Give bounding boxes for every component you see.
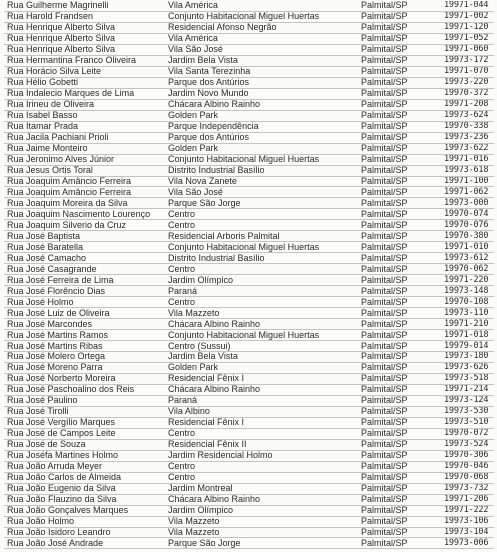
table-row [4,297,494,308]
street-cell: Rua Jacila Pachiani Prioli [4,132,166,143]
city-cell: Palmital/SP [359,461,442,472]
neighborhood-cell: Vila América [166,1,359,11]
table-row [4,132,494,143]
postcode-cell: 19971-062 [442,187,494,198]
neighborhood-cell: Parque São Jorge [166,198,359,209]
neighborhood-cell: Residencial Arboris Palmital [166,231,359,242]
postcode-cell: 19970-068 [442,472,494,483]
city-cell: Palmital/SP [359,308,442,319]
street-cell: Rua João Eugenio da Silva [4,483,166,494]
neighborhood-cell: Residencial Fênix I [166,417,359,428]
street-cell: Rua José Molero Ortega [4,352,166,363]
city-cell: Palmital/SP [359,253,442,264]
table-row [4,33,494,44]
postcode-cell: 19973-236 [442,132,494,143]
postcode-cell: 19971-210 [442,319,494,330]
neighborhood-cell: Vila Mazzeto [166,516,359,527]
neighborhood-cell: Centro [166,428,359,439]
table-row [4,494,494,505]
neighborhood-cell: Chácara Albino Rainho [166,494,359,505]
neighborhood-cell: Centro [166,264,359,275]
postcode-cell: 19971-060 [442,44,494,55]
table-row [4,406,494,417]
table-row [4,516,494,527]
street-cell: Rua Henrique Alberto Silva [4,33,166,44]
postcode-cell: 19973-510 [442,417,494,428]
postcode-cell: 19973-612 [442,253,494,264]
table-row [4,395,494,406]
table-row [4,44,494,55]
city-cell: Palmital/SP [359,384,442,395]
city-cell: Palmital/SP [359,275,442,286]
city-cell: Palmital/SP [359,88,442,99]
table-row [4,527,494,538]
street-cell: Rua João Carlos de Almeida [4,472,166,483]
neighborhood-cell: Residencial Fênix II [166,439,359,450]
street-cell: Rua Harold Frandsen [4,11,166,22]
table-row [4,110,494,121]
table-row [4,384,494,395]
street-cell: Rua José de Campos Leite [4,428,166,439]
city-cell: Palmital/SP [359,428,442,439]
neighborhood-cell: Jardim Olímpico [166,275,359,286]
neighborhood-cell: Residencial Fênix I [166,373,359,384]
postcode-cell: 19971-100 [442,176,494,187]
city-cell: Palmital/SP [359,154,442,165]
neighborhood-cell: Chácara Albino Rainho [166,319,359,330]
neighborhood-cell: Parque dos Antúrios [166,132,359,143]
table-row [4,77,494,88]
city-cell: Palmital/SP [359,450,442,461]
city-cell: Palmital/SP [359,44,442,55]
postcode-cell: 19971-018 [442,330,494,341]
street-cell: Rua Henrique Alberto Silva [4,22,166,33]
city-cell: Palmital/SP [359,220,442,231]
city-cell: Palmital/SP [359,417,442,428]
street-cell: Rua José Marcondes [4,319,166,330]
postcode-cell: 19970-076 [442,220,494,231]
postcode-cell: 19973-220 [442,77,494,88]
street-cell: Rua Joaquim Silverio da Cruz [4,220,166,231]
postcode-cell: 19973-000 [442,198,494,209]
table-row [4,66,494,77]
city-cell: Palmital/SP [359,264,442,275]
postcode-cell: 19973-172 [442,55,494,66]
street-cell: Rua Joaquim Moreira da Silva [4,198,166,209]
street-cell: Rua José Casagrande [4,264,166,275]
neighborhood-cell: Vila São José [166,44,359,55]
city-cell: Palmital/SP [359,231,442,242]
city-cell: Palmital/SP [359,110,442,121]
postcode-cell: 19970-046 [442,461,494,472]
street-cell: Rua José Vergílio Marques [4,417,166,428]
city-cell: Palmital/SP [359,341,442,352]
street-cell: Rua João Flauzino da Silva [4,494,166,505]
table-row [4,428,494,439]
city-cell: Palmital/SP [359,187,442,198]
street-cell: Rua Hélio Gobetti [4,77,166,88]
neighborhood-cell: Conjunto Habitacional Miguel Huertas [166,242,359,253]
table-row [4,99,494,110]
street-cell: Rua Joaquim Amâncio Ferreira [4,176,166,187]
address-table [4,1,494,549]
street-cell: Rua José Paschoalino dos Reis [4,384,166,395]
postcode-cell: 19971-208 [442,99,494,110]
postcode-cell: 19973-106 [442,516,494,527]
street-cell: Rua José Baratella [4,242,166,253]
street-cell: Rua Hermantina Franco Oliveira [4,55,166,66]
postcode-cell: 19973-524 [442,439,494,450]
street-cell: Rua Joaquim Amâncio Ferreira [4,187,166,198]
neighborhood-cell: Conjunto Habitacional Miguel Huertas [166,154,359,165]
postcode-cell: 19971-044 [442,1,494,11]
postcode-cell: 19973-622 [442,143,494,154]
street-cell: Rua Henrique Alberto Silva [4,44,166,55]
neighborhood-cell: Paraná [166,395,359,406]
neighborhood-cell: Vila Santa Terezinha [166,66,359,77]
table-row [4,187,494,198]
street-cell: Rua José Tirolli [4,406,166,417]
neighborhood-cell: Jardim Montreal [166,483,359,494]
postcode-cell: 19973-006 [442,538,494,549]
postcode-cell: 19971-120 [442,22,494,33]
postcode-cell: 19971-214 [442,384,494,395]
postcode-cell: 19973-618 [442,165,494,176]
city-cell: Palmital/SP [359,373,442,384]
city-cell: Palmital/SP [359,198,442,209]
address-rows [4,1,494,549]
city-cell: Palmital/SP [359,319,442,330]
table-row [4,198,494,209]
street-cell: Rua José de Souza [4,439,166,450]
city-cell: Palmital/SP [359,132,442,143]
street-cell: Rua Jesus Ortis Toral [4,165,166,176]
neighborhood-cell: Conjunto Habitacional Miguel Huertas [166,11,359,22]
postcode-cell: 19970-338 [442,121,494,132]
street-cell: Rua João José Andrade [4,538,166,549]
neighborhood-cell: Residencial Afonso Negrão [166,22,359,33]
street-cell: Rua José Holmo [4,297,166,308]
neighborhood-cell: Chácara Albino Rainho [166,99,359,110]
table-row [4,275,494,286]
postcode-cell: 19970-074 [442,209,494,220]
neighborhood-cell: Jardim Residencial Holmo [166,450,359,461]
neighborhood-cell: Jardim Bela Vista [166,55,359,66]
postcode-cell: 19973-732 [442,483,494,494]
street-cell: Rua João Arruda Meyer [4,461,166,472]
neighborhood-cell: Vila São José [166,187,359,198]
street-cell: Rua João Isidoro Leandro [4,527,166,538]
street-cell: Rua José Baptista [4,231,166,242]
city-cell: Palmital/SP [359,527,442,538]
city-cell: Palmital/SP [359,242,442,253]
table-row [4,286,494,297]
city-cell: Palmital/SP [359,395,442,406]
postcode-cell: 19973-518 [442,373,494,384]
street-cell: Rua Itamar Prada [4,121,166,132]
street-cell: Rua Isabel Basso [4,110,166,121]
table-row [4,264,494,275]
city-cell: Palmital/SP [359,176,442,187]
street-cell: Rua José Luiz de Oliveira [4,308,166,319]
street-cell: Rua Joséfa Martines Holmo [4,450,166,461]
city-cell: Palmital/SP [359,33,442,44]
postcode-cell: 19973-180 [442,352,494,363]
street-cell: Rua José Paulino [4,395,166,406]
city-cell: Palmital/SP [359,330,442,341]
city-cell: Palmital/SP [359,143,442,154]
table-row [4,209,494,220]
table-row [4,483,494,494]
neighborhood-cell: Vila Nova Zanete [166,176,359,187]
neighborhood-cell: Distrito Industrial Basílio [166,165,359,176]
street-cell: Rua José Florêncio Dias [4,286,166,297]
neighborhood-cell: Vila Mazzeto [166,308,359,319]
street-cell: Rua Indalecio Marques de Lima [4,88,166,99]
street-cell: Rua Guilherme Magrinelli [4,1,166,11]
table-row [4,88,494,99]
table-row [4,220,494,231]
neighborhood-cell: Distrito Industrial Basílio [166,253,359,264]
postcode-cell: 19973-626 [442,362,494,373]
city-cell: Palmital/SP [359,286,442,297]
table-row [4,55,494,66]
table-row [4,154,494,165]
neighborhood-cell: Golden Park [166,362,359,373]
table-row [4,165,494,176]
city-cell: Palmital/SP [359,362,442,373]
city-cell: Palmital/SP [359,1,442,11]
city-cell: Palmital/SP [359,439,442,450]
city-cell: Palmital/SP [359,352,442,363]
street-cell: Rua José Martins Ribas [4,341,166,352]
postcode-cell: 19971-206 [442,494,494,505]
postcode-cell: 19973-530 [442,406,494,417]
table-row [4,231,494,242]
table-row [4,308,494,319]
street-cell: Rua Horácio Silva Leite [4,66,166,77]
postcode-cell: 19973-624 [442,110,494,121]
neighborhood-cell: Chácara Albino Rainho [166,384,359,395]
postcode-cell: 19971-002 [442,11,494,22]
city-cell: Palmital/SP [359,494,442,505]
neighborhood-cell: Golden Park [166,143,359,154]
postcode-cell: 19973-148 [442,286,494,297]
city-cell: Palmital/SP [359,99,442,110]
neighborhood-cell: Paraná [166,286,359,297]
table-row [4,330,494,341]
postcode-cell: 19971-070 [442,66,494,77]
table-row [4,450,494,461]
neighborhood-cell: Parque dos Antúrios [166,77,359,88]
neighborhood-cell: Centro [166,461,359,472]
neighborhood-cell: Vila Mazzeto [166,527,359,538]
neighborhood-cell: Jardim Olímpico [166,505,359,516]
neighborhood-cell: Parque São Jorge [166,538,359,549]
postcode-cell: 19973-110 [442,308,494,319]
city-cell: Palmital/SP [359,406,442,417]
street-cell: Rua José Moreno Parra [4,362,166,373]
postcode-cell: 19979-014 [442,341,494,352]
city-cell: Palmital/SP [359,121,442,132]
city-cell: Palmital/SP [359,505,442,516]
postcode-cell: 19970-108 [442,297,494,308]
city-cell: Palmital/SP [359,22,442,33]
table-row [4,143,494,154]
street-cell: Rua Joaquim Nascimento Lourenço [4,209,166,220]
table-row [4,439,494,450]
city-cell: Palmital/SP [359,297,442,308]
street-cell: Rua João Holmo [4,516,166,527]
postcode-cell: 19970-072 [442,428,494,439]
street-cell: Rua José Norberto Moreira [4,373,166,384]
city-cell: Palmital/SP [359,209,442,220]
city-cell: Palmital/SP [359,77,442,88]
postcode-cell: 19970-306 [442,450,494,461]
neighborhood-cell: Vila Albino [166,406,359,417]
postcode-cell: 19971-220 [442,275,494,286]
neighborhood-cell: Centro [166,209,359,220]
neighborhood-cell: Centro [166,220,359,231]
table-row [4,253,494,264]
neighborhood-cell: Centro (Sussui) [166,341,359,352]
neighborhood-cell: Golden Park [166,110,359,121]
neighborhood-cell: Jardim Novo Mundo [166,88,359,99]
postcode-cell: 19971-222 [442,505,494,516]
street-cell: Rua Jeronimo Alves Júnior [4,154,166,165]
street-cell: Rua João Gonçalves Marques [4,505,166,516]
postcode-cell: 19971-010 [442,242,494,253]
postcode-cell: 19970-380 [442,231,494,242]
neighborhood-cell: Conjunto Habitacional Miguel Huertas [166,330,359,341]
street-cell: Rua José Camacho [4,253,166,264]
table-row [4,11,494,22]
city-cell: Palmital/SP [359,472,442,483]
table-row [4,242,494,253]
street-cell: Rua José Martins Ramos [4,330,166,341]
table-row [4,341,494,352]
table-row [4,352,494,363]
city-cell: Palmital/SP [359,11,442,22]
postcode-cell: 19973-104 [442,527,494,538]
table-row [4,319,494,330]
city-cell: Palmital/SP [359,55,442,66]
table-row [4,1,494,11]
postcode-cell: 19971-016 [442,154,494,165]
street-cell: Rua José Ferreira de Lima [4,275,166,286]
city-cell: Palmital/SP [359,516,442,527]
street-cell: Rua Irineu de Oliveira [4,99,166,110]
table-row [4,461,494,472]
table-row [4,362,494,373]
postcode-cell: 19970-062 [442,264,494,275]
postcode-cell: 19971-052 [442,33,494,44]
table-row [4,22,494,33]
city-cell: Palmital/SP [359,483,442,494]
table-row [4,472,494,483]
postcode-cell: 19973-124 [442,395,494,406]
table-row [4,121,494,132]
city-cell: Palmital/SP [359,165,442,176]
table-row [4,505,494,516]
city-cell: Palmital/SP [359,66,442,77]
postcode-cell: 19970-372 [442,88,494,99]
table-row [4,538,494,549]
table-row [4,373,494,384]
city-cell: Palmital/SP [359,538,442,549]
neighborhood-cell: Vila América [166,33,359,44]
neighborhood-cell: Parque Independência [166,121,359,132]
neighborhood-cell: Jardim Bela Vista [166,352,359,363]
table-row [4,176,494,187]
street-cell: Rua Jaime Monteiro [4,143,166,154]
neighborhood-cell: Centro [166,472,359,483]
table-row [4,417,494,428]
neighborhood-cell: Centro [166,297,359,308]
